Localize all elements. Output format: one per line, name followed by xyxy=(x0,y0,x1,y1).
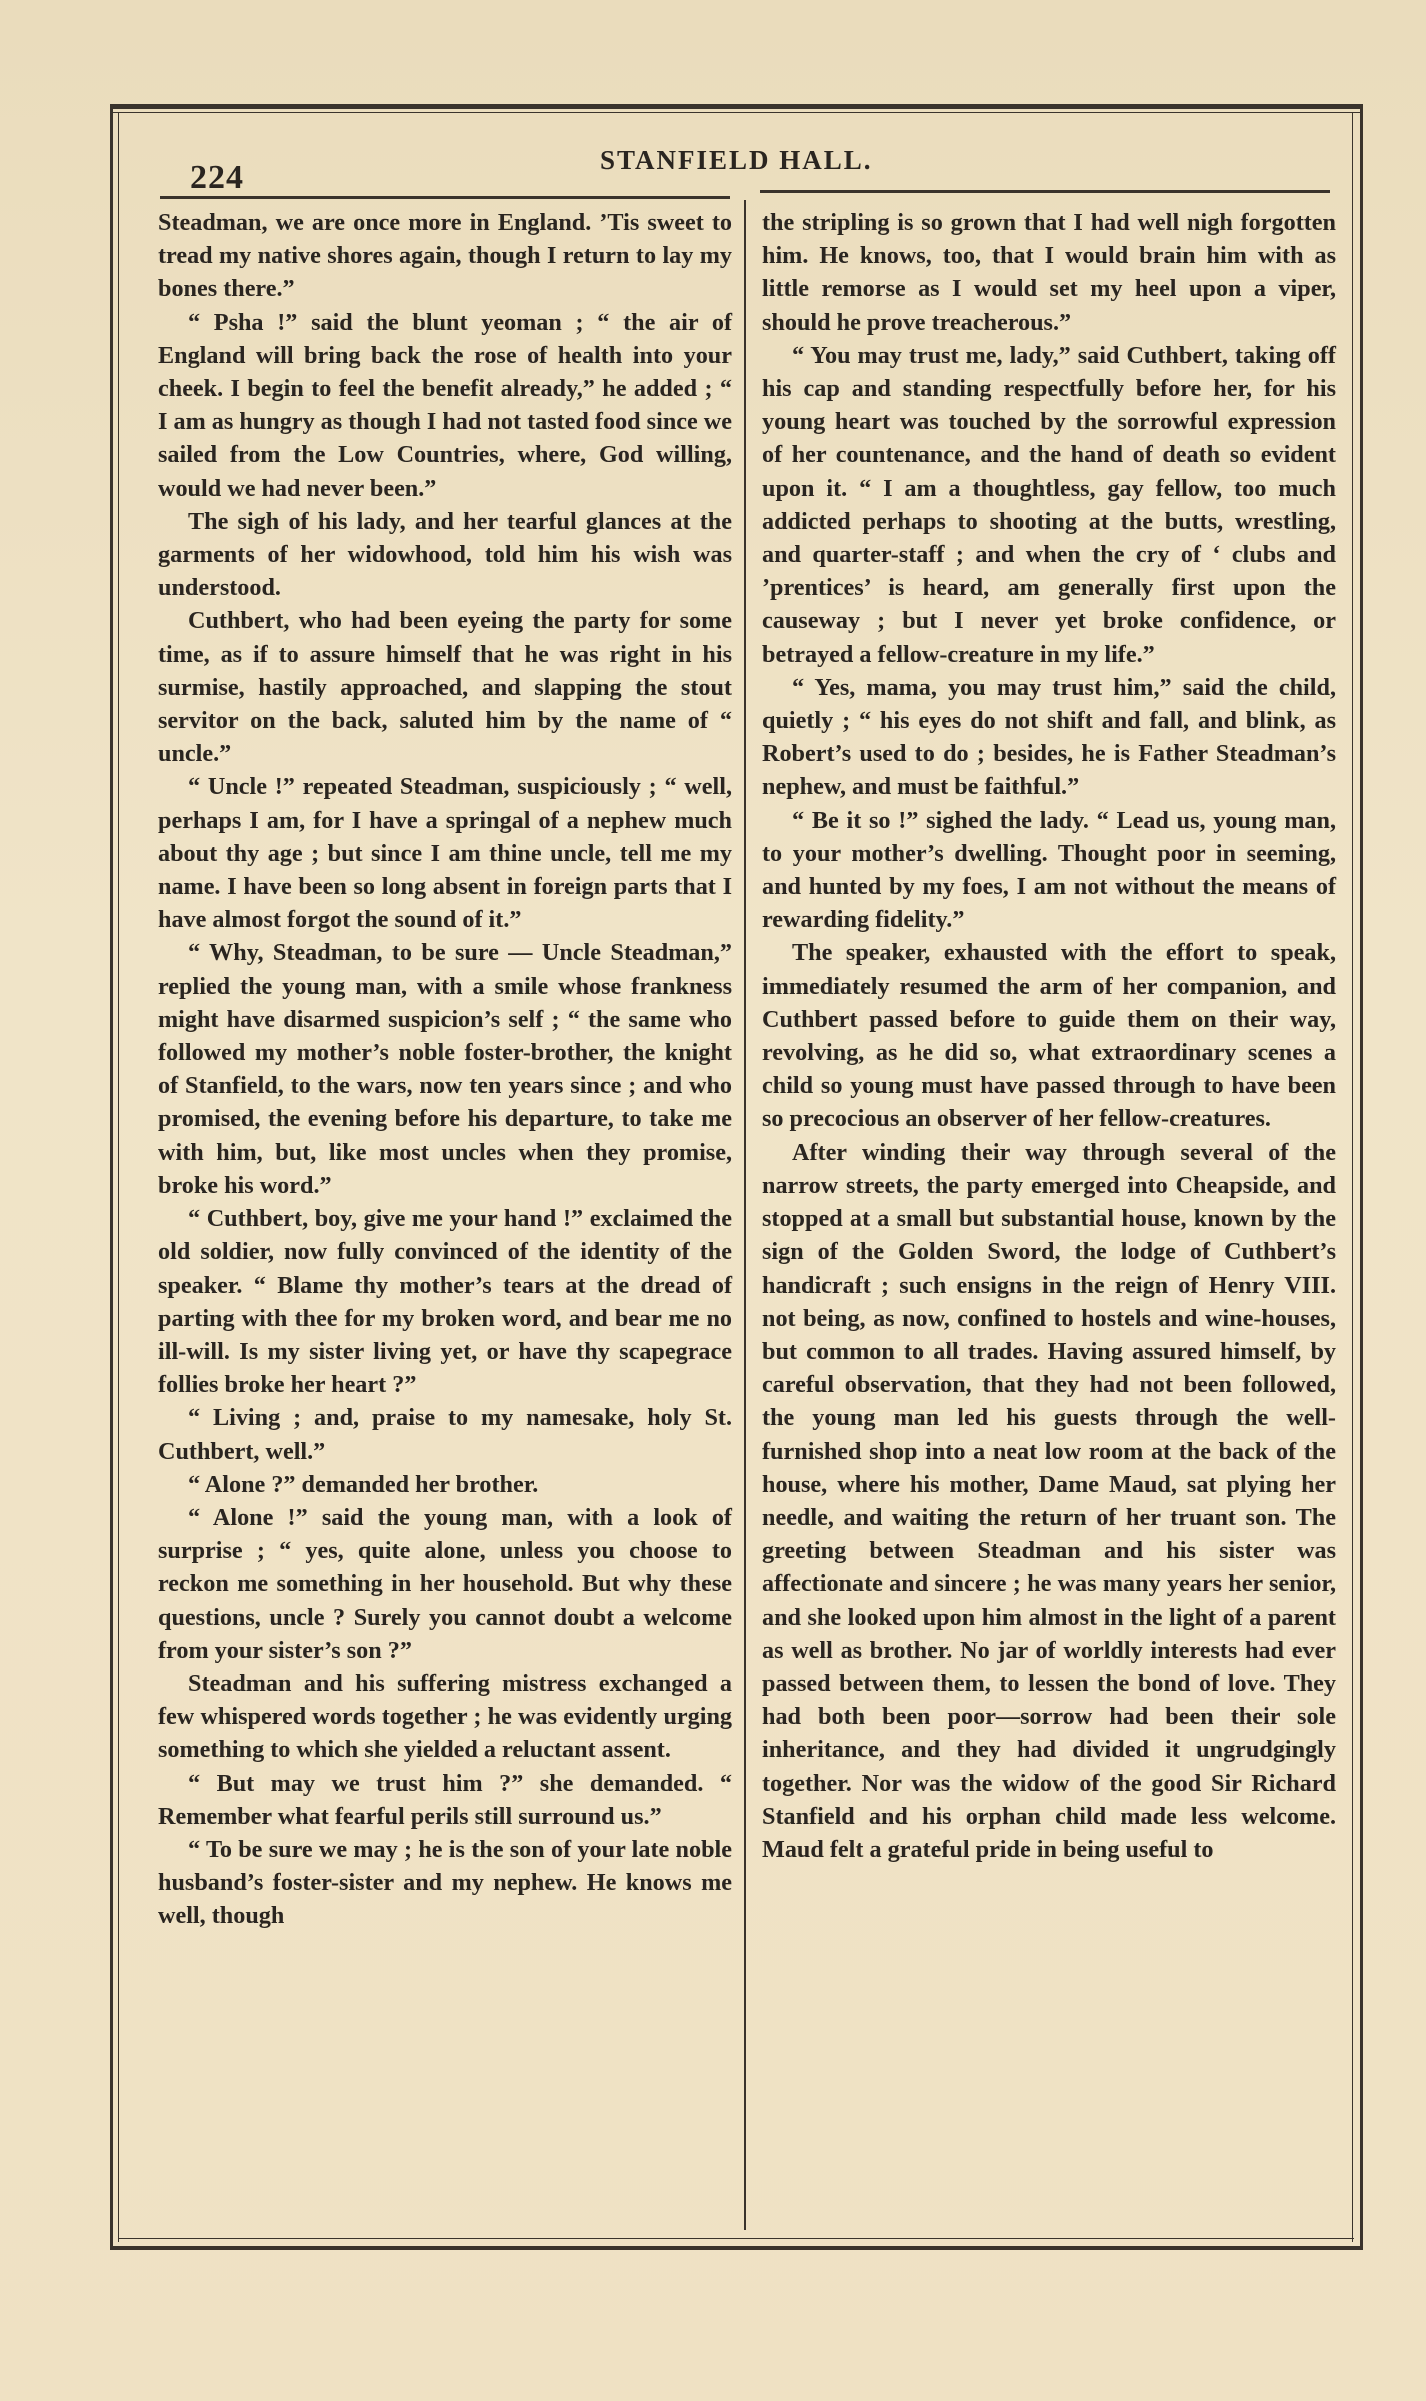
frame-right-rule xyxy=(1360,104,1363,2250)
paragraph: the stripling is so grown that I had well nigh forgotten him. He knows, too, that I would brain him with as little remorse as I would set my heel upon a viper, should he prove treacherous.” xyxy=(762,209,1336,336)
header-rule-left xyxy=(160,196,730,199)
paragraph: “ You may trust me, lady,” said Cuthbert, taking off his cap and standing respectfully before her, for his young heart was touched by the sorrowful expression of her countenance, and the hand of death so evident upon it. “ I am a thoughtless, gay fellow, too much addicted perhaps to shooting at the butts, wrestling, and quarter-staff ; and when the cry of ‘ clubs and ’prentices’ is heard, am generally first upon the causeway ; but I never yet broke confidence, or betrayed a fellow-creature in my life.” xyxy=(762,341,1336,668)
paragraph: “ Alone !” said the young man, with a look of surprise ; “ yes, quite alone, unless you choose to reckon me something in her household. But why these questions, uncle ? Surely you cannot doubt a welcome from your sister’s son ?” xyxy=(158,1503,732,1664)
frame-left-rule xyxy=(110,104,113,2250)
paragraph: “ Be it so !” sighed the lady. “ Lead us, young man, to your mother’s dwelling. Thought poor in seeming, and hunted by my foes, I am not without the means of rewarding fidelity.” xyxy=(762,806,1336,934)
paragraph: “ To be sure we may ; he is the son of your late noble husband’s foster-sister and my nephew. He knows me well, though xyxy=(158,1835,732,1930)
paragraph: The speaker, exhausted with the effort to speak, immediately resumed the arm of her companion, and Cuthbert passed before to guide them on their way, revolving, as he did so, what extraordinary scenes a child so young must have passed through to have been so precocious an observer of her fellow-creatures. xyxy=(762,939,1336,1133)
paragraph: “ Living ; and, praise to my namesake, holy St. Cuthbert, well.” xyxy=(158,1404,732,1465)
page-header xyxy=(160,145,1340,195)
page-number: 224 xyxy=(190,159,244,196)
frame-top-rule xyxy=(110,104,1362,109)
header-rule-right xyxy=(760,190,1330,193)
paragraph: “ Why, Steadman, to be sure — Uncle Steadman,” replied the young man, with a smile whose frankness might have disarmed suspicion’s self ; “ the same who followed my mother’s noble foster-brother, the knight of Stanfield, to the wars, now ten years since ; and who promised, the evening before his departure, to take me with him, but, like most uncles when they promise, broke his word.” xyxy=(158,939,732,1199)
paragraph: Cuthbert, who had been eyeing the party for some time, as if to assure himself that he was right in his surmise, hastily approached, and slapping the stout servitor on the back, saluted him by the name of “ uncle.” xyxy=(158,607,732,768)
frame-left-inner-rule xyxy=(118,112,119,2242)
column-divider xyxy=(744,200,746,2230)
paragraph: The sigh of his lady, and her tearful glances at the garments of her widowhood, told him his wish was understood. xyxy=(158,507,732,602)
running-head: STANFIELD HALL. xyxy=(600,145,873,175)
paragraph: “ Psha !” said the blunt yeoman ; “ the air of England will bring back the rose of health into your cheek. I begin to feel the benefit already,” he added ; “ I am as hungry as though I had not tasted food since we sailed from the Low Countries, where, God willing, would we had never been.” xyxy=(158,308,732,502)
right-column xyxy=(762,206,1336,1866)
paragraph: “ Yes, mama, you may trust him,” said the child, quietly ; “ his eyes do not shift and fall, and blink, as Robert’s used to do ; besides, he is Father Steadman’s nephew, and must be faithful.” xyxy=(762,673,1336,801)
paragraph: “ But may we trust him ?” she demanded. “ Remember what fearful perils still surround us.” xyxy=(158,1769,732,1830)
paragraph: Steadman, we are once more in England. ’Tis sweet to tread my native shores again, though I return to lay my bones there.” xyxy=(158,209,732,303)
paragraph: “ Uncle !” repeated Steadman, suspiciously ; “ well, perhaps I am, for I have a springal of a nephew much about thy age ; but since I am thine uncle, tell me my name. I have been so long absent in foreign parts that I have almost forgot the sound of it.” xyxy=(158,773,732,934)
paragraph: After winding their way through several of the narrow streets, the party emerged into Cheapside, and stopped at a small but substantial house, known by the sign of the Golden Sword, the lodge of Cuthbert’s handicraft ; such ensigns in the reign of Henry VIII. not being, as now, confined to hostels and wine-houses, but common to all trades. Having assured himself, by careful observation, that they had not been followed, the young man led his guests through the well-furnished shop into a neat low room at the back of the house, where his mother, Dame Maud, sat plying her needle, and waiting the return of her truant son. The greeting between Steadman and his sister was affectionate and sincere ; he was many years her senior, and she looked upon him almost in the light of a parent as well as brother. No jar of worldly interests had ever passed between them, to lessen the bond of love. They had both been poor—sorrow had been their sole inheritance, and they had divided it ungrudgingly together. Nor was the widow of the good Sir Richard Stanfield and his orphan child made less welcome. Maud felt a grateful pride in being useful to xyxy=(762,1138,1336,1863)
frame-right-inner-rule xyxy=(1352,112,1353,2242)
frame-bottom-rule xyxy=(110,2246,1362,2250)
frame-bottom-inner-rule xyxy=(118,2238,1354,2239)
frame-top-inner-rule xyxy=(110,112,1362,113)
paragraph: “ Cuthbert, boy, give me your hand !” exclaimed the old soldier, now fully convinced of the identity of the speaker. “ Blame thy mother’s tears at the dread of parting with thee for my broken word, and bear me no ill-will. Is my sister living yet, or have thy scapegrace follies broke her heart ?” xyxy=(158,1205,732,1399)
paragraph: Steadman and his suffering mistress exchanged a few whispered words together ; he was evidently urging something to which she yielded a reluctant assent. xyxy=(158,1669,732,1764)
paragraph: “ Alone ?” demanded her brother. xyxy=(188,1470,539,1498)
left-column xyxy=(158,206,732,1933)
